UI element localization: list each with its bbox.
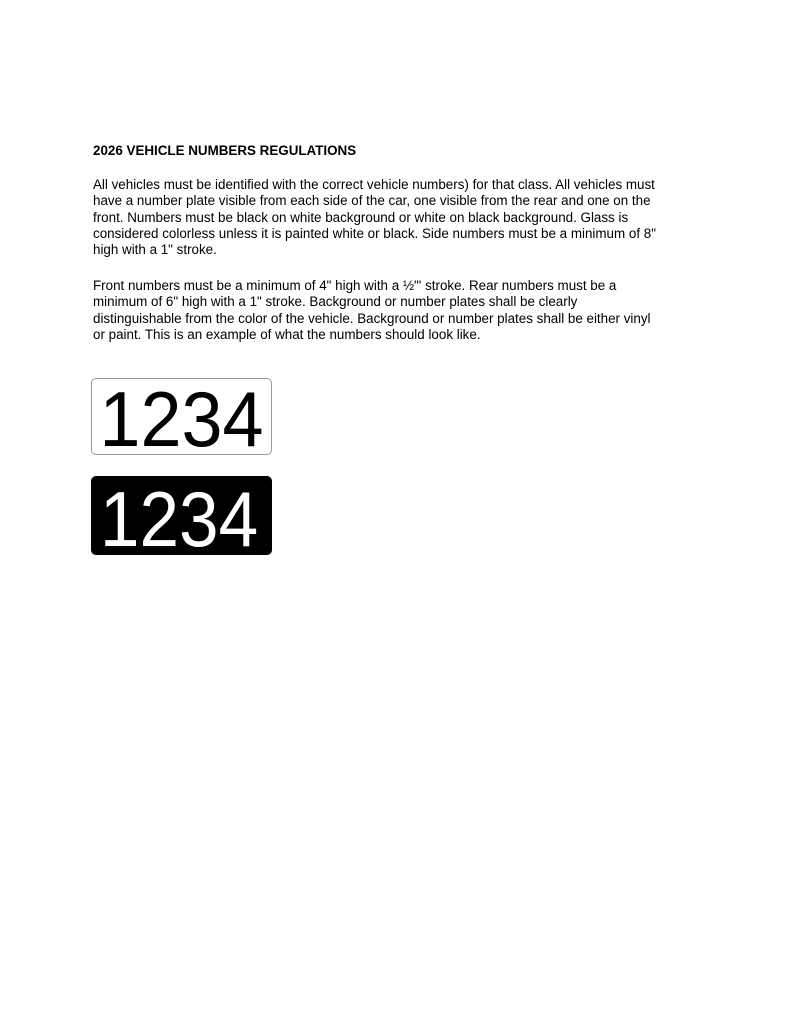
paragraph-line: distinguishable from the color of the vehicle. Background or number plates shall be either vinyl [93, 310, 651, 326]
paragraph-line: considered colorless unless it is painted white or black. Side numbers must be a minimum of 8" [93, 225, 656, 241]
paragraph-size-rules [93, 278, 703, 343]
plate-graphic [92, 379, 271, 454]
paragraph-line: or paint. This is an example of what the numbers should look like. [93, 326, 481, 342]
paragraph-line: All vehicles must be identified with the correct vehicle numbers) for that class. All vehicles must [93, 177, 655, 192]
example-plate-black-on-white [91, 378, 272, 455]
paragraph-line: front. Numbers must be black on white background or white on black background. Glass is [93, 209, 629, 225]
example-plate-white-on-black [91, 476, 272, 555]
plate-number: 1234 [99, 379, 264, 454]
plate-number: 1234 [99, 477, 259, 554]
paragraph-line: high with a 1" stroke. [93, 242, 217, 258]
paragraph-line: Front numbers must be a minimum of 4" high with a ½"' stroke. Rear numbers must be a [93, 278, 617, 293]
paragraph-general-rules [93, 177, 703, 258]
paragraph-line: have a number plate visible from each side of the car, one visible from the rear and one on the [93, 193, 651, 209]
plate-graphic [92, 477, 271, 554]
paragraph-line: minimum of 6" high with a 1" stroke. Background or number plates shall be clearly [93, 294, 578, 310]
document-title: 2026 VEHICLE NUMBERS REGULATIONS [93, 143, 357, 158]
